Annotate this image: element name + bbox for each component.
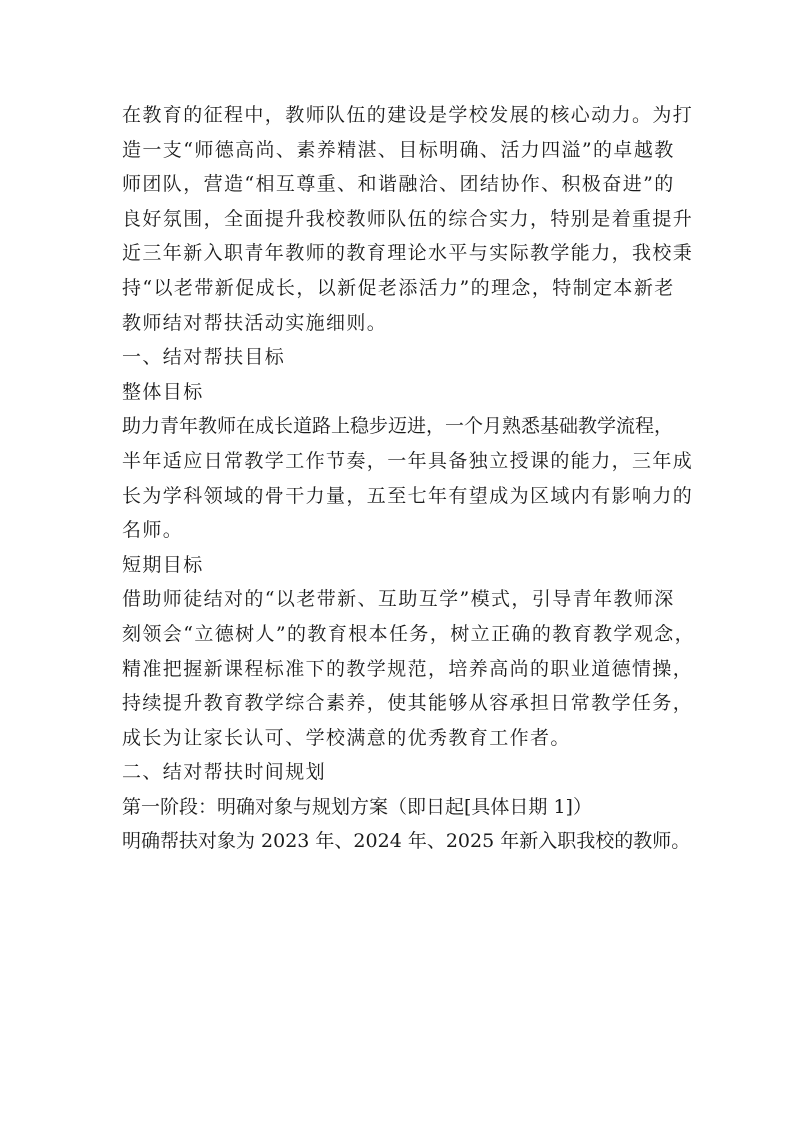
paragraph-intro-line-2: 造一支“师德高尚、素养精湛、目标明确、活力四溢”的卓越教 (122, 138, 675, 161)
section-heading-1: 一、结对帮扶目标 (122, 346, 286, 369)
paragraph-short-line-1: 借助师徒结对的“以老带新、互助互学”模式，引导青年教师深 (122, 588, 675, 611)
paragraph-overall-line-1: 助力青年教师在成长道路上稳步迈进，一个月熟悉基础教学流程， (122, 415, 674, 438)
paragraph-short-line-4: 持续提升教育教学综合素养，使其能够从容承担日常教学任务， (122, 692, 694, 715)
paragraph-intro-line-7: 教师结对帮扶活动实施细则。 (122, 311, 388, 334)
subheading-overall-goal: 整体目标 (122, 380, 204, 403)
paragraph-short-line-5: 成长为让家长认可、学校满意的优秀教育工作者。 (122, 726, 571, 749)
phase-one-text: 明确帮扶对象为 2023 年、2024 年、2025 年新入职我校的教师。 (122, 830, 691, 853)
paragraph-intro-line-1: 在教育的征程中，教师队伍的建设是学校发展的核心动力。为打 (122, 104, 694, 126)
document-body (122, 98, 696, 859)
subheading-short-term-goal: 短期目标 (122, 553, 204, 576)
section-heading-2: 二、结对帮扶时间规划 (122, 761, 327, 784)
paragraph-intro-line-4: 良好氛围，全面提升我校教师队伍的综合实力，特别是着重提升 (122, 207, 694, 230)
paragraph-intro-line-3: 师团队，营造“相互尊重、和谐融洽、团结协作、积极奋进”的 (122, 173, 675, 196)
paragraph-overall-line-3: 长为学科领域的骨干力量，五至七年有望成为区域内有影响力的 (122, 484, 694, 507)
paragraph-intro-line-6: 持“以老带新促成长，以新促老添活力”的理念，特制定本新老 (122, 276, 675, 299)
phase-one-heading: 第一阶段：明确对象与规划方案（即日起[具体日期 1]） (122, 795, 592, 818)
paragraph-intro-line-5: 近三年新入职青年教师的教育理论水平与实际教学能力，我校秉 (122, 242, 694, 265)
paragraph-short-line-2: 刻领会“立德树人”的教育根本任务，树立正确的教育教学观念， (122, 622, 696, 645)
paragraph-short-line-3: 精准把握新课程标准下的教学规范，培养高尚的职业道德情操， (122, 657, 694, 680)
paragraph-overall-line-2: 半年适应日常教学工作节奏，一年具备独立授课的能力，三年成 (122, 449, 694, 472)
paragraph-overall-line-4: 名师。 (122, 519, 184, 542)
